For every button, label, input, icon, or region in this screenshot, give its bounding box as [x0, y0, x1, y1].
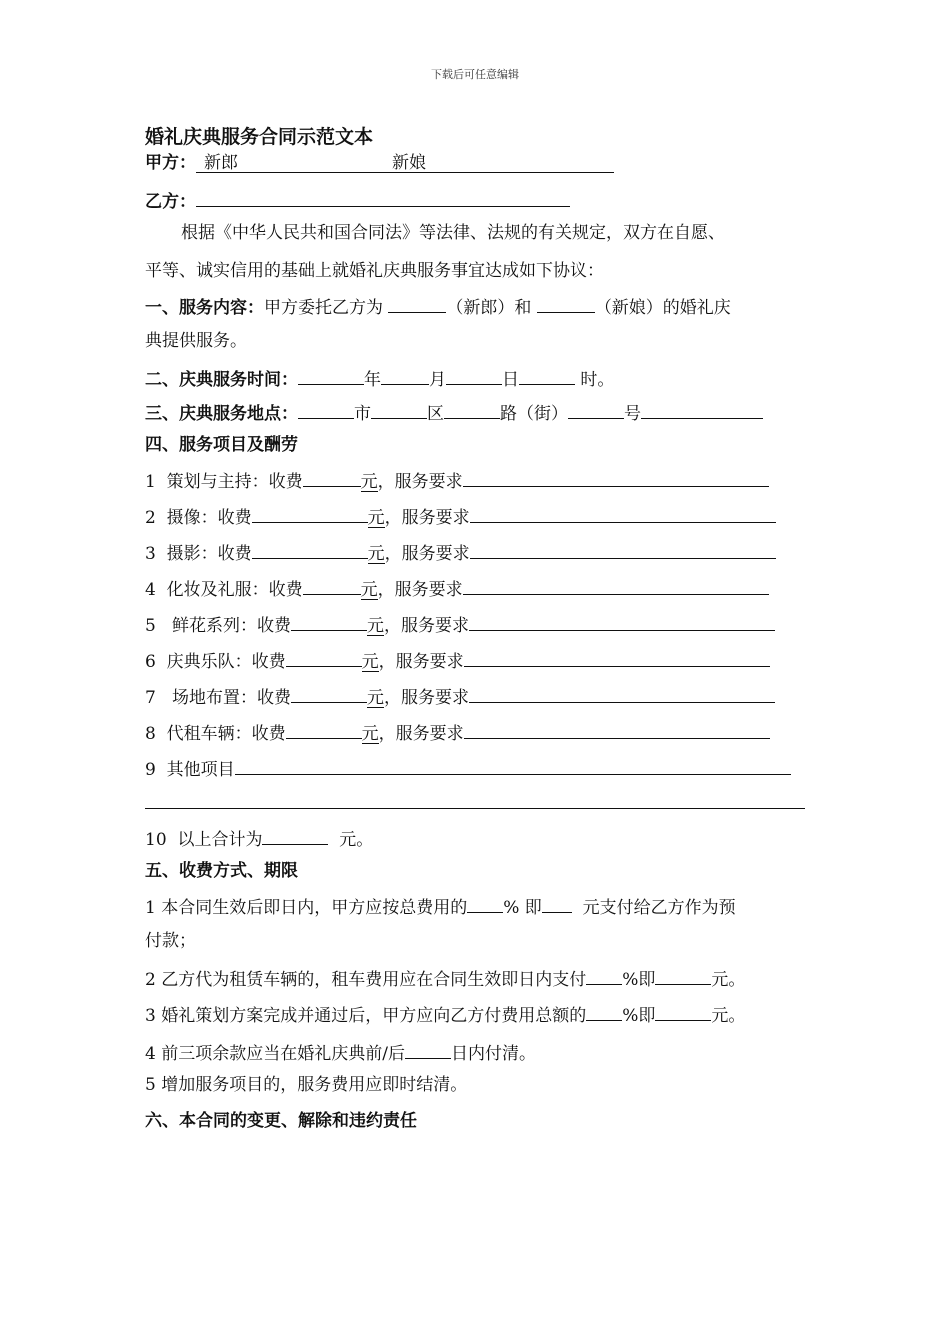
total-text: 以上合计为	[177, 830, 263, 850]
service-item-2	[145, 504, 776, 529]
hour-field[interactable]	[519, 366, 575, 385]
party-a-label: 甲方：	[145, 153, 196, 173]
fee-field[interactable]	[303, 468, 361, 487]
fee-label: 收费	[217, 544, 252, 564]
service-item-other	[145, 756, 791, 781]
item-no: 8	[145, 724, 156, 744]
sec5-p4	[145, 1040, 536, 1065]
p2-percent-field[interactable]	[586, 966, 622, 985]
req-label: ，服务要求	[378, 724, 464, 744]
party-b-line	[145, 188, 570, 213]
month-field[interactable]	[381, 366, 429, 385]
fee-field[interactable]	[303, 576, 361, 595]
p4-days-field[interactable]	[405, 1040, 451, 1059]
service-item-6	[145, 648, 770, 673]
p1-text-b: % 即	[503, 898, 542, 918]
item-no: 6	[145, 652, 156, 672]
unit-label: 元	[361, 724, 379, 744]
p3-text-c: 元。	[711, 1006, 746, 1026]
district-field[interactable]	[371, 400, 427, 419]
service-item-8	[145, 720, 770, 745]
bride-field[interactable]	[384, 154, 614, 173]
sec5-heading: 五、收费方式、期限	[145, 861, 298, 881]
item-name: 代租车辆：	[166, 724, 252, 744]
p1-text-a: 1 本合同生效后即日内，甲方应按总费用的	[145, 898, 468, 918]
p2-text-a: 2 乙方代为租赁车辆的，租车费用应在合同生效即日内支付	[145, 970, 587, 990]
item-no: 5	[145, 616, 156, 636]
req-label: ，服务要求	[378, 652, 464, 672]
item-no: 1	[145, 472, 156, 492]
p2-text-b: %即	[622, 970, 656, 990]
p4-text-a: 4 前三项余款应当在婚礼庆典前/后	[145, 1044, 405, 1064]
unit-label: 元	[360, 580, 378, 600]
document-title: 婚礼庆典服务合同示范文本	[145, 126, 374, 148]
unit-label: 元	[367, 508, 385, 528]
year-field[interactable]	[298, 366, 364, 385]
item-name: 庆典乐队：	[166, 652, 252, 672]
fee-label: 收费	[268, 580, 303, 600]
req-label: ，服务要求	[377, 472, 463, 492]
requirement-field[interactable]	[469, 684, 775, 703]
service-item-7	[145, 684, 775, 709]
requirement-field[interactable]	[470, 504, 776, 523]
total-line	[145, 826, 373, 851]
item-name: 摄像：	[166, 508, 218, 528]
unit-label: 元	[360, 472, 378, 492]
item-name: 化妆及礼服：	[166, 580, 269, 600]
item-no: 7	[145, 688, 156, 708]
year-label: 年	[364, 370, 381, 390]
fee-label: 收费	[217, 508, 252, 528]
req-label: ，服务要求	[384, 688, 470, 708]
road-label: 路（街）	[500, 404, 568, 424]
day-label: 日	[502, 370, 519, 390]
req-label: ，服务要求	[384, 544, 470, 564]
requirement-field[interactable]	[463, 576, 769, 595]
download-note: 下载后可任意编辑	[431, 68, 519, 81]
item-name: 鲜花系列：	[172, 616, 258, 636]
requirement-field[interactable]	[469, 612, 775, 631]
p3-text-b: %即	[622, 1006, 656, 1026]
sec4-heading: 四、服务项目及酬劳	[145, 435, 298, 455]
sec6-heading: 六、本合同的变更、解除和违约责任	[145, 1111, 417, 1131]
item-no: 2	[145, 508, 156, 528]
p4-text-b: 日内付清。	[450, 1044, 536, 1064]
p1-amount-field[interactable]	[542, 894, 572, 913]
party-a-line	[145, 152, 614, 174]
sec5-p3	[145, 1002, 745, 1027]
sec3-line	[145, 400, 763, 425]
p2-amount-field[interactable]	[655, 966, 711, 985]
fee-field[interactable]	[286, 648, 362, 667]
intro-line-1: 根据《中华人民共和国合同法》等法律、法规的有关规定，双方在自愿、	[181, 223, 725, 243]
service-item-3	[145, 540, 776, 565]
hour-label: 时。	[580, 370, 615, 390]
fee-field[interactable]	[286, 720, 362, 739]
p3-percent-field[interactable]	[586, 1002, 622, 1021]
service-item-4	[145, 576, 769, 601]
party-b-field[interactable]	[196, 188, 570, 207]
fee-label: 收费	[257, 616, 292, 636]
sec1-line-1	[145, 294, 731, 319]
sec1-bride-field[interactable]	[537, 294, 595, 313]
sec1-groom-paren: （新郎）和	[446, 298, 532, 318]
sec2-heading: 二、庆典服务时间：	[145, 370, 298, 390]
p1-percent-field[interactable]	[467, 894, 503, 913]
intro-line-2: 平等、诚实信用的基础上就婚礼庆典服务事宜达成如下协议：	[145, 261, 604, 281]
sec2-line	[145, 366, 614, 391]
unit-label: 元	[367, 616, 385, 636]
fee-field[interactable]	[252, 504, 368, 523]
sec5-p1	[145, 894, 736, 919]
city-label: 市	[354, 404, 371, 424]
groom-field[interactable]	[196, 154, 384, 173]
unit-label: 元	[367, 544, 385, 564]
sec5-p2	[145, 966, 745, 991]
requirement-field[interactable]	[464, 648, 770, 667]
requirement-field[interactable]	[463, 468, 769, 487]
number-label: 号	[624, 404, 641, 424]
unit-label: 元	[367, 688, 385, 708]
service-item-1	[145, 468, 769, 493]
item-no: 9	[145, 760, 156, 780]
item-no: 4	[145, 580, 156, 600]
p3-amount-field[interactable]	[655, 1002, 711, 1021]
item-no: 3	[145, 544, 156, 564]
item-name: 摄影：	[166, 544, 218, 564]
total-unit: 元。	[339, 830, 374, 850]
unit-label: 元	[361, 652, 379, 672]
sec1-bride-paren: （新娘）的婚礼庆	[594, 298, 731, 318]
other-items-field[interactable]	[235, 756, 791, 775]
street-no-field[interactable]	[568, 400, 624, 419]
req-label: ，服务要求	[384, 508, 470, 528]
address-extra-field[interactable]	[641, 400, 763, 419]
item-name: 场地布置：	[172, 688, 258, 708]
p1-text-c: 元支付给乙方作为预	[582, 898, 736, 918]
road-field[interactable]	[444, 400, 500, 419]
sec1-text: 甲方委托乙方为	[264, 298, 383, 318]
other-items-continuation-line[interactable]	[145, 808, 805, 809]
item-name: 策划与主持：	[166, 472, 269, 492]
bride-label: 新娘	[392, 153, 426, 173]
fee-label: 收费	[268, 472, 303, 492]
day-field[interactable]	[446, 366, 502, 385]
sec1-line-2: 典提供服务。	[145, 331, 247, 351]
month-label: 月	[429, 370, 446, 390]
req-label: ，服务要求	[384, 616, 470, 636]
sec3-heading: 三、庆典服务地点：	[145, 404, 298, 424]
service-item-5	[145, 612, 775, 637]
fee-field[interactable]	[252, 540, 368, 559]
sec5-p1-cont: 付款；	[145, 931, 196, 951]
requirement-field[interactable]	[464, 720, 770, 739]
fee-label: 收费	[257, 688, 292, 708]
district-label: 区	[427, 404, 444, 424]
groom-label: 新郎	[204, 153, 238, 173]
fee-field[interactable]	[291, 684, 367, 703]
total-field[interactable]	[262, 826, 328, 845]
fee-field[interactable]	[291, 612, 367, 631]
sec1-groom-field[interactable]	[388, 294, 446, 313]
req-label: ，服务要求	[377, 580, 463, 600]
p3-text-a: 3 婚礼策划方案完成并通过后，甲方应向乙方付费用总额的	[145, 1006, 587, 1026]
city-field[interactable]	[298, 400, 354, 419]
requirement-field[interactable]	[470, 540, 776, 559]
item-name: 其他项目	[166, 760, 235, 780]
fee-label: 收费	[251, 652, 286, 672]
total-no: 10	[145, 830, 167, 850]
p2-text-c: 元。	[711, 970, 746, 990]
fee-label: 收费	[251, 724, 286, 744]
sec5-p5: 5 增加服务项目的，服务费用应即时结清。	[145, 1075, 468, 1095]
party-b-label: 乙方：	[145, 192, 196, 212]
sec1-heading: 一、服务内容：	[145, 298, 264, 318]
